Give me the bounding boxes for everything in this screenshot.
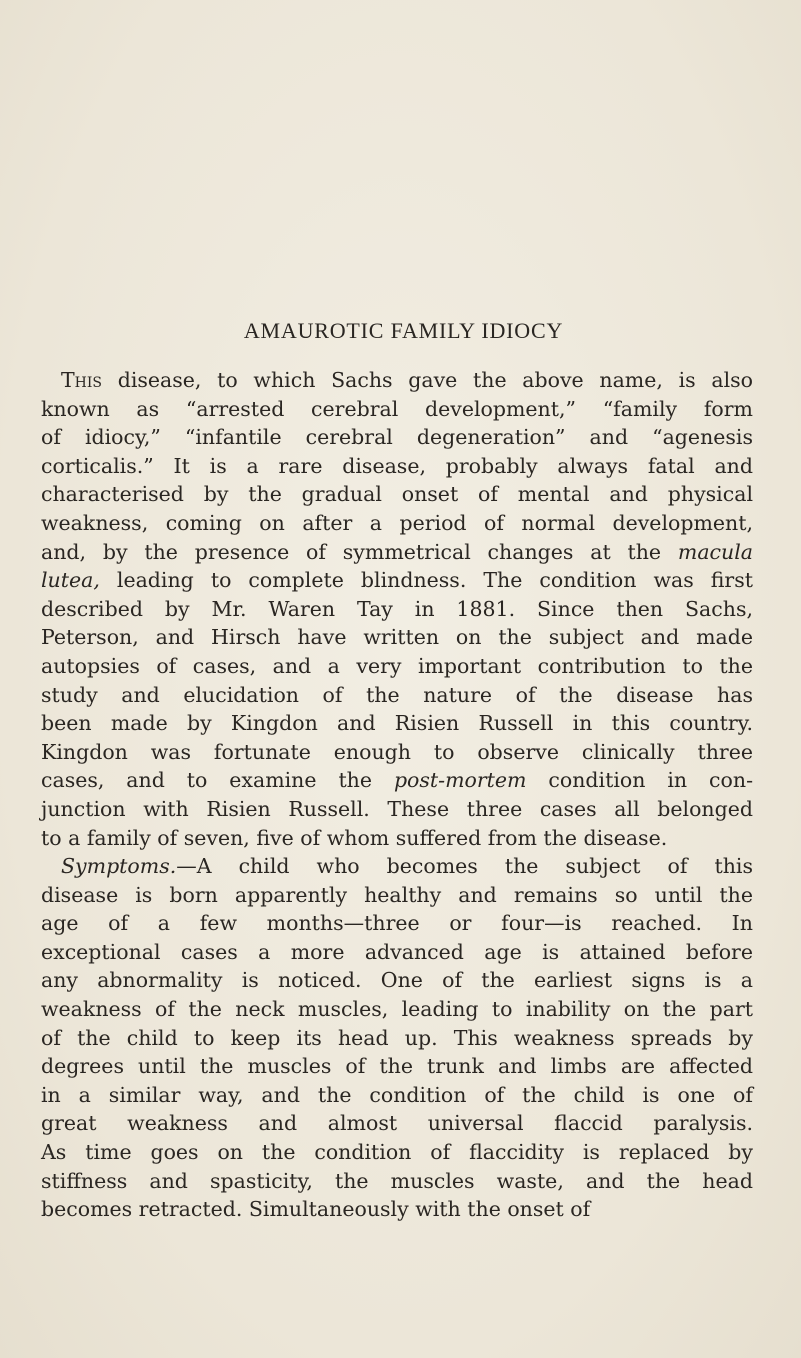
text-segment: corticalis.” It is a rare disease, probably always fatal and <box>41 453 753 478</box>
text-segment: of the child to keep its head up. This weakness spreads by <box>41 1025 753 1050</box>
text-line <box>41 709 753 738</box>
text-segment: and, by the presence of symmetrical changes at the <box>41 539 678 564</box>
text-segment: degrees until the muscles of the trunk and limbs are affected <box>41 1054 753 1079</box>
text-line <box>41 881 753 910</box>
text-line <box>41 1138 753 1167</box>
chapter-heading: AMAUROTIC FAMILY IDIOCY <box>243 318 564 343</box>
text-segment: exceptional cases a more advanced age is attained before <box>41 939 753 964</box>
text-line <box>41 366 753 395</box>
text-line <box>41 423 753 452</box>
text-segment: post-mortem <box>393 768 527 793</box>
text-line <box>41 595 753 624</box>
text-segment: study and elucidation of the nature of the disease has <box>41 682 753 707</box>
text-line <box>41 824 753 853</box>
text-segment: weakness, coming on after a period of normal development, <box>41 510 753 535</box>
text-line <box>41 995 753 1024</box>
text-line <box>41 1024 753 1053</box>
text-segment: As time goes on the condition of flaccidity is replaced by <box>41 1140 753 1165</box>
text-segment: age of a few months—three or four—is reached. In <box>41 911 753 936</box>
text-segment: any abnormality is noticed. One of the earliest signs is a <box>41 968 753 993</box>
text-line <box>41 1081 753 1110</box>
text-segment: macula <box>677 539 753 564</box>
text-segment: junction with Risien Russell. These three cases all belonged <box>41 796 753 821</box>
text-segment: characterised by the gradual onset of mental and physical <box>41 482 753 507</box>
text-segment: This <box>61 368 103 392</box>
body-text <box>41 366 753 1224</box>
text-line <box>41 509 753 538</box>
text-segment: disease is born apparently healthy and remains so until the <box>41 882 753 907</box>
text-segment: of idiocy,” “infantile cerebral degeneration” and “agenesis <box>41 425 753 450</box>
text-segment: been made by Kingdon and Risien Russell in this country. <box>41 711 753 736</box>
text-line <box>41 852 753 881</box>
text-segment: —A child who becomes the subject of this <box>176 854 753 879</box>
text-segment: autopsies of cases, and a very important contribution to the <box>41 653 753 678</box>
text-line <box>41 652 753 681</box>
text-segment: in a similar way, and the condition of the child is one of <box>41 1082 753 1107</box>
text-line <box>41 1109 753 1138</box>
text-segment: cases, and to examine the <box>41 768 394 793</box>
text-line <box>41 452 753 481</box>
text-segment: weakness of the neck muscles, leading to inability on the part <box>41 997 753 1022</box>
text-line <box>41 938 753 967</box>
text-line <box>41 538 753 567</box>
text-line <box>41 681 753 710</box>
text-line <box>41 1195 753 1224</box>
text-segment: condition in con- <box>526 768 753 793</box>
text-segment: disease, to which Sachs gave the above name, is also <box>102 368 753 392</box>
text-segment: known as “arrested cerebral development,” “family form <box>41 396 753 421</box>
text-segment: stiffness and spasticity, the muscles waste, and the head <box>41 1168 753 1193</box>
text-segment: described by Mr. Waren Tay in 1881. Since then Sachs, <box>41 596 753 621</box>
text-line <box>41 566 753 595</box>
text-line <box>41 395 753 424</box>
text-segment: great weakness and almost universal flaccid paralysis. <box>41 1111 753 1136</box>
text-segment: Peterson, and Hirsch have written on the subject and made <box>41 625 753 650</box>
text-line <box>41 909 753 938</box>
text-line <box>41 480 753 509</box>
text-segment: becomes retracted. Simultaneously with the onset of <box>41 1197 591 1222</box>
text-line <box>41 766 753 795</box>
text-line <box>41 795 753 824</box>
text-line <box>41 623 753 652</box>
text-line <box>41 1167 753 1196</box>
text-segment: Symptoms. <box>61 854 177 879</box>
text-segment: to a family of seven, five of whom suffered from the disease. <box>41 825 668 850</box>
text-line <box>41 966 753 995</box>
text-segment: Kingdon was fortunate enough to observe clinically three <box>41 739 753 764</box>
text-line <box>41 738 753 767</box>
text-line <box>41 1052 753 1081</box>
text-segment: lutea, <box>41 568 100 593</box>
text-segment: leading to complete blindness. The condition was first <box>99 568 753 593</box>
